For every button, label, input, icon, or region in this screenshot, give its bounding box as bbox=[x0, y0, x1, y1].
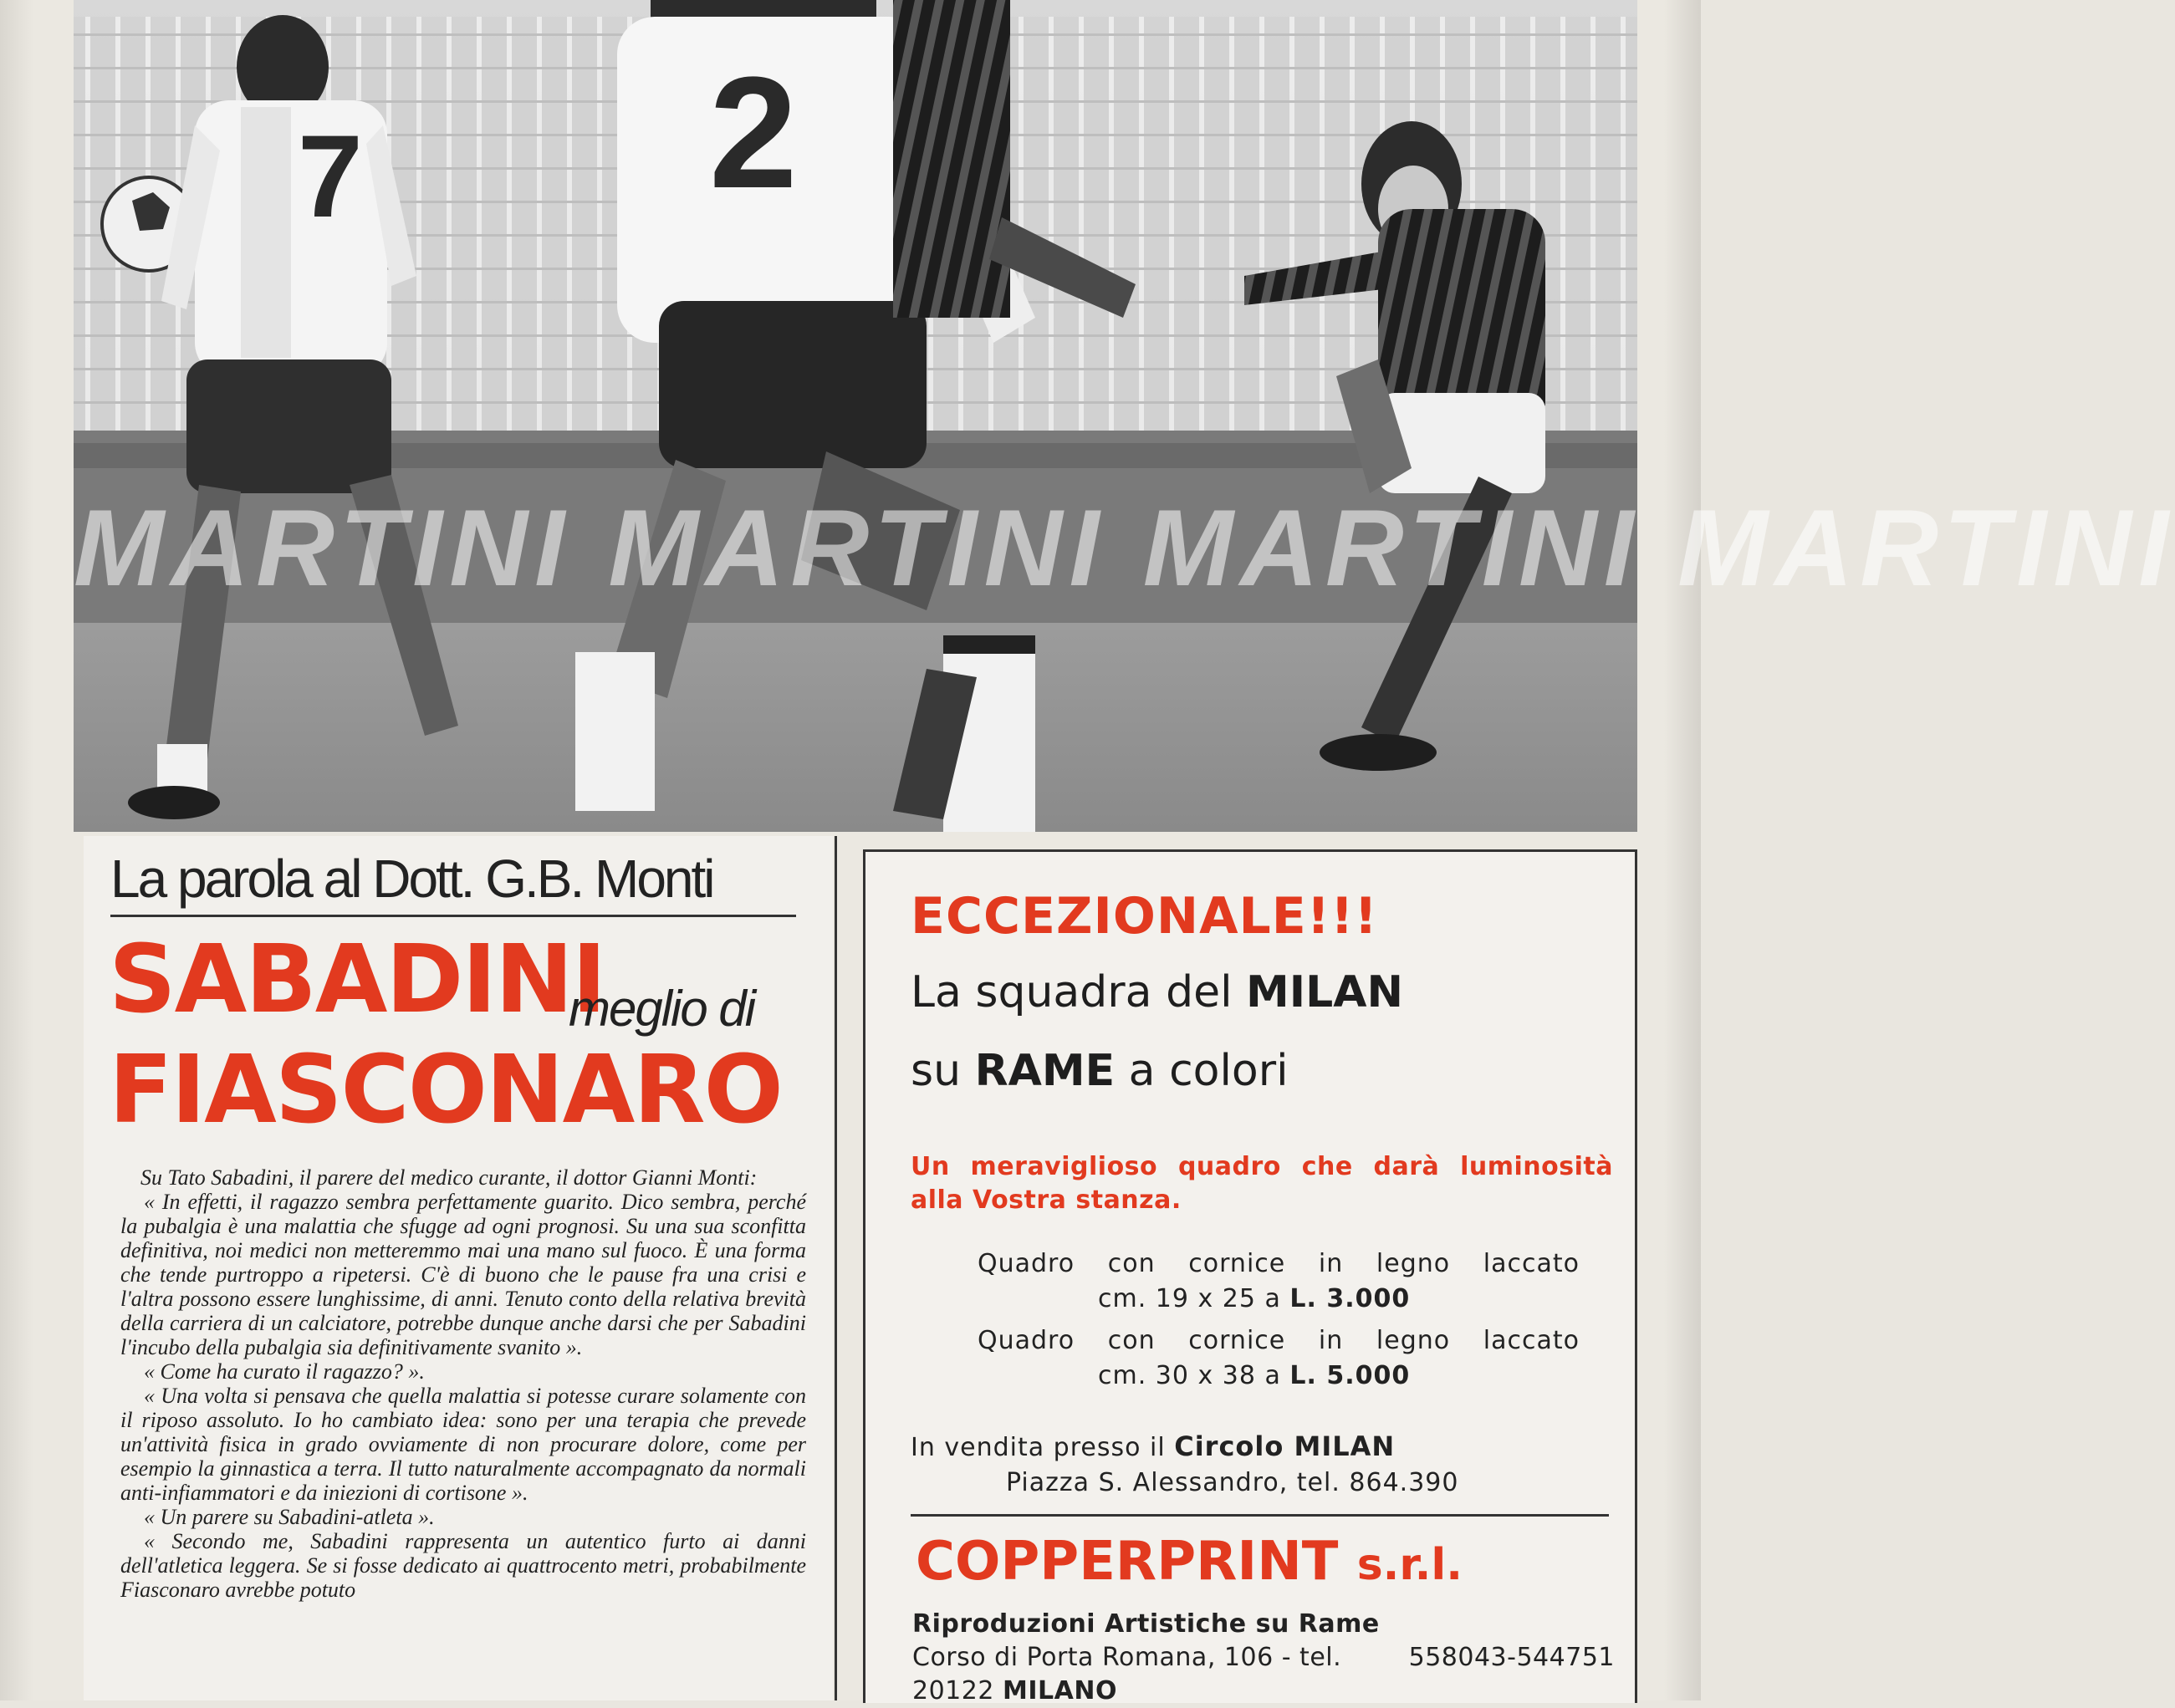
company-contact-row bbox=[912, 1641, 1615, 1675]
sale-address: Piazza S. Alessandro, tel. 864.390 bbox=[1006, 1468, 1459, 1497]
article-paragraph: « Come ha curato il ragazzo? ». bbox=[144, 1359, 425, 1384]
advert-line-1 bbox=[911, 967, 1403, 1017]
sale-place: Circolo MILAN bbox=[1174, 1430, 1396, 1462]
column-divider bbox=[835, 836, 837, 1700]
article-paragraph: « In effetti, il ragazzo sembra perfettamente guarito. Dico sembra, perché la pubalgia è una malattia che sfugge ad ogni prognosi. Su una sua sconfitta definitiva, noi medici non metteremmo mai una mano sul fuoco. È una forma che tende purtroppo a ripetersi. C'è di buono che le pause fra una crisi e l'altra possono essere lunghissime, di anni. Tenuto conto della relativa brevità della carriera di un calciatore, potrebbe dunque anche darsi che per Sabadini l'incubo della pubalgia sia definitivamente svanito ». bbox=[120, 1190, 806, 1359]
advert-line-2 bbox=[911, 1046, 1289, 1096]
headline-line-1: SABADINI bbox=[109, 925, 605, 1034]
advert-rule bbox=[911, 1514, 1609, 1517]
price-offer-description bbox=[978, 1323, 1580, 1359]
company-city: MILANO bbox=[1002, 1676, 1117, 1705]
company-name bbox=[916, 1531, 1463, 1593]
article-paragraph: « Una volta si pensava che quella malattia si potesse curare solamente con il riposo assoluto. Io ho cambiato idea: sono per una terapia che prevede un'attività fisica in grado ovviamente di non procurare dolore, come per esempio la ginnastica a terra. Il tutto naturalmente accompagnato da normali anti-infiammatori e da iniezioni di cortisone ». bbox=[120, 1384, 806, 1505]
offer-word: legno bbox=[1376, 1249, 1451, 1278]
offer-size: cm. 19 x 25 a bbox=[1098, 1284, 1290, 1313]
offer-word: legno bbox=[1376, 1326, 1451, 1355]
price-offer-large bbox=[978, 1323, 1580, 1394]
match-photo bbox=[74, 0, 2175, 832]
offer-word: Quadro bbox=[978, 1249, 1075, 1278]
advert-line-2-suffix: a colori bbox=[1115, 1046, 1289, 1096]
offer-word: con bbox=[1107, 1249, 1156, 1278]
offer-price: L. 5.000 bbox=[1289, 1361, 1411, 1390]
shirt-number-center: 2 bbox=[709, 44, 798, 222]
advert-title: ECCEZIONALE!!! bbox=[911, 887, 1378, 946]
article-paragraph: Su Tato Sabadini, il parere del medico curante, il dottor Gianni Monti: bbox=[140, 1165, 758, 1190]
sale-prefix: In vendita presso il bbox=[911, 1433, 1175, 1462]
advert-line-2-bold: RAME bbox=[974, 1046, 1116, 1096]
company-name-text: COPPERPRINT bbox=[916, 1531, 1357, 1593]
company-street: Corso di Porta Romana, 106 - tel. bbox=[912, 1643, 1342, 1672]
offer-word: cornice bbox=[1188, 1249, 1286, 1278]
offer-word: laccato bbox=[1483, 1249, 1580, 1278]
offer-price: L. 3.000 bbox=[1289, 1284, 1411, 1313]
company-suffix: s.r.l. bbox=[1356, 1540, 1463, 1590]
headline-connector: meglio di bbox=[569, 981, 755, 1037]
company-phone: 558043-544751 bbox=[1408, 1643, 1615, 1672]
advert-line-1-bold: MILAN bbox=[1246, 967, 1404, 1017]
price-offer-size bbox=[978, 1359, 1580, 1394]
copperprint-advert bbox=[863, 849, 1637, 1703]
headline-line-2: FIASCONARO bbox=[109, 1036, 782, 1145]
article-paragraph: « Un parere su Sabadini-atleta ». bbox=[144, 1505, 435, 1529]
offer-word: in bbox=[1318, 1249, 1344, 1278]
offer-word: cornice bbox=[1188, 1326, 1286, 1355]
price-offer-description bbox=[978, 1247, 1580, 1282]
article-body bbox=[120, 1165, 806, 1602]
sale-location bbox=[911, 1429, 1613, 1501]
advert-line-2-prefix: su bbox=[911, 1046, 975, 1096]
advertising-board-text: MARTINI MARTINI MARTINI MARTINI bbox=[74, 487, 2175, 609]
article-column bbox=[84, 836, 833, 1700]
article-paragraph: « Secondo me, Sabadini rappresenta un autentico furto ai danni dell'atletica leggera. Se si fosse dedicato ai quattrocento metri, probabilmente Fiasconaro avrebbe potuto bbox=[120, 1529, 806, 1602]
company-info bbox=[912, 1608, 1615, 1708]
price-offer-small bbox=[978, 1247, 1580, 1317]
company-tagline: Riproduzioni Artistiche su Rame bbox=[912, 1609, 1380, 1639]
advert-description: Un meraviglioso quadro che darà luminosità alla Vostra stanza. bbox=[911, 1152, 1613, 1215]
price-offer-size bbox=[978, 1282, 1580, 1317]
offer-word: con bbox=[1107, 1326, 1156, 1355]
shirt-number-left: 7 bbox=[298, 110, 363, 242]
offer-word: laccato bbox=[1483, 1326, 1580, 1355]
offer-word: in bbox=[1318, 1326, 1344, 1355]
offer-word: Quadro bbox=[978, 1326, 1075, 1355]
offer-size: cm. 30 x 38 a bbox=[1098, 1361, 1290, 1390]
article-kicker: La parola al Dott. G.B. Monti bbox=[110, 849, 713, 909]
kicker-rule bbox=[110, 915, 796, 917]
advert-line-1-text: La squadra del bbox=[911, 967, 1247, 1017]
company-zip: 20122 bbox=[912, 1676, 1003, 1705]
